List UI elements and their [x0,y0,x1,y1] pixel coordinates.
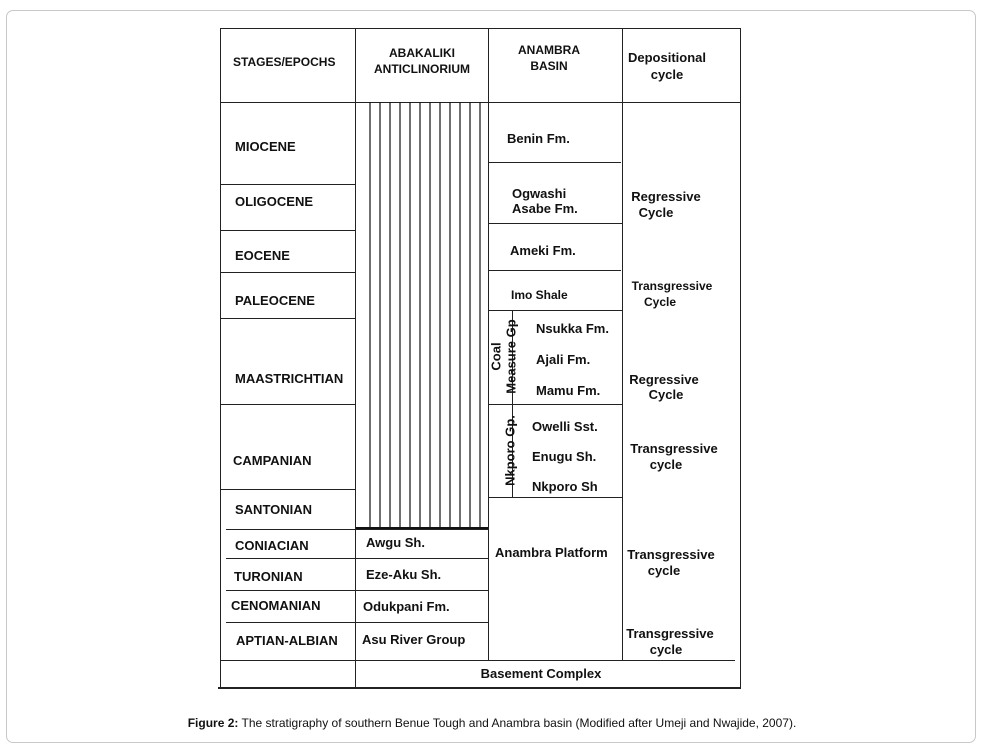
ogwashi-formation-line2: Asabe Fm. [512,201,578,216]
anambra-separator [489,162,621,163]
table-left-border [220,28,221,687]
stage-separator [226,622,488,623]
cycle-label-line2: cycle [647,563,681,578]
header-anambra-line2: BASIN [530,59,568,73]
cycle-label-line2: cycle [649,457,683,472]
stage-label: PALEOCENE [235,293,315,308]
anambra-separator [489,270,621,271]
stage-label: MIOCENE [235,139,296,154]
stage-label: EOCENE [235,248,290,263]
stage-separator [220,272,355,273]
cycle-label-line1: Transgressive [626,626,714,641]
basement-complex: Basement Complex [480,666,602,681]
header-abakaliki-line1: ABAKALIKI [389,46,455,60]
stage-separator [220,404,355,405]
cycle-label-line2: Cycle [648,387,684,402]
caption-label: Figure 2: [187,716,239,730]
stage-separator [226,529,488,530]
stage-label: CENOMANIAN [231,598,321,613]
cycle-label-line1: Transgressive [630,441,718,456]
anambra-separator [489,223,622,224]
benin-formation: Benin Fm. [507,131,570,146]
cycle-label-line1: Regressive [629,372,699,387]
table-bottom-line [218,687,741,689]
table-right-border [740,28,741,687]
cycle-label-line1: Regressive [631,189,701,204]
coal-measure-group-line1: Coal [488,342,504,371]
stage-label: APTIAN-ALBIAN [236,633,338,648]
anambra-separator [489,310,622,311]
ogwashi-formation-line1: Ogwashi [512,186,567,201]
stage-separator [220,318,355,319]
stage-label: CONIACIAN [235,538,309,553]
table-top-line [220,28,740,29]
stage-label: SANTONIAN [235,502,313,517]
cycle-label-line2: Cycle [643,295,677,309]
stage-separator [220,489,355,490]
mamu-formation: Mamu Fm. [536,383,601,398]
header-cycle-line1: Depositional [627,50,706,65]
nkporo-shale: Nkporo Sh [532,479,598,494]
stage-label: CAMPANIAN [233,453,312,468]
header-cycle-line2: cycle [650,67,684,82]
abakaliki-unit-label: Odukpani Fm. [363,599,450,614]
stage-separator [226,590,488,591]
coal-measure-group-line2: Measure Gp [503,319,519,394]
cycle-label-line2: cycle [649,642,683,657]
stage-separator [220,230,355,231]
stage-label: TURONIAN [234,569,303,584]
enugu-shale: Enugu Sh. [532,449,597,464]
header-anambra-line1: ANAMBRA [518,43,580,57]
abakaliki-unit-label: Awgu Sh. [366,535,425,550]
owelli-sandstone: Owelli Sst. [532,419,598,434]
header-stages: STAGES/EPOCHS [233,55,336,69]
abakaliki-unit-label: Eze-Aku Sh. [366,567,442,582]
cycle-label-line1: Transgressive [627,547,715,562]
anticlinorium-hatching [356,102,488,529]
figure-caption [0,716,984,730]
stage-separator [220,184,355,185]
nkporo-group: Nkporo Gp. [502,415,518,486]
imo-shale: Imo Shale [511,288,568,302]
nsukka-formation: Nsukka Fm. [536,321,609,336]
ameki-formation: Ameki Fm. [510,243,576,258]
abakaliki-unit-label: Asu River Group [362,632,466,647]
stage-label: MAASTRICHTIAN [235,371,344,386]
stage-separator [226,558,488,559]
cycle-label-line1: Transgressive [631,279,713,293]
caption-text: The stratigraphy of southern Benue Tough and Anambra basin (Modified after Umeji and Nwajide, 2007). [238,716,797,730]
anambra-platform: Anambra Platform [495,545,608,560]
ajali-formation: Ajali Fm. [536,352,591,367]
cycle-label-line2: Cycle [638,205,674,220]
stage-label: OLIGOCENE [235,194,314,209]
header-abakaliki-line2: ANTICLINORIUM [374,62,470,76]
basement-top-line [220,660,735,661]
